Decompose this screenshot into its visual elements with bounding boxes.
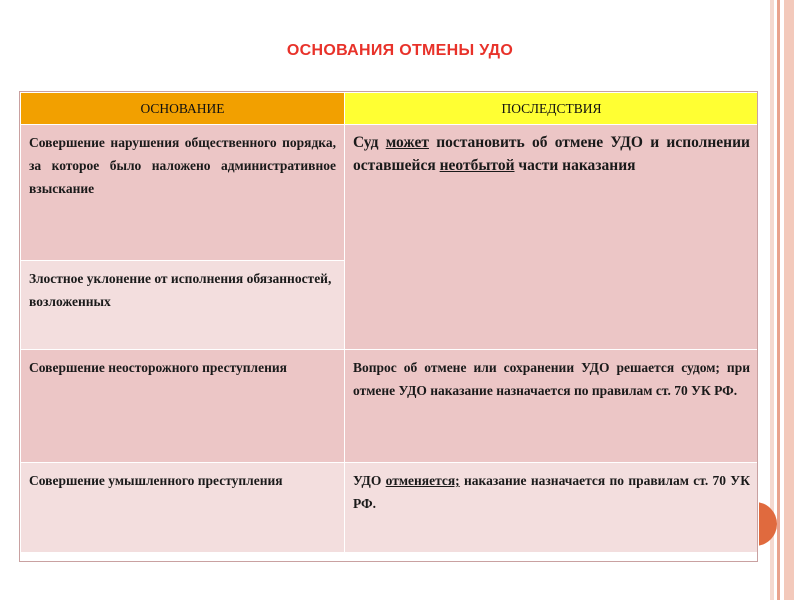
slide-title: ОСНОВАНИЯ ОТМЕНЫ УДО — [286, 42, 514, 59]
consequence-text: УДО — [353, 473, 386, 488]
consequence-underlined: неотбытой — [439, 157, 515, 174]
table-header-row — [21, 93, 759, 125]
decorative-stripe — [784, 0, 794, 600]
consequence-cell-merged — [345, 125, 759, 350]
consequence-text: Суд — [353, 134, 386, 151]
consequence-text: наказание назначается по правилам ст. 70 УК РФ. — [353, 473, 750, 511]
table-row — [21, 463, 759, 553]
grounds-table — [20, 92, 759, 553]
consequence-underlined: отменяется; — [385, 473, 460, 488]
column-header-basis: ОСНОВАНИЕ — [21, 93, 345, 125]
basis-cell: Совершение нарушения общественного порядка, за которое было наложено административное взыскание — [21, 125, 345, 261]
decorative-stripe — [777, 0, 780, 600]
consequence-text: постановить об отмене УДО и исполнении оставшейся — [353, 134, 750, 174]
basis-cell: Совершение умышленного преступления — [21, 463, 345, 553]
consequence-cell — [345, 463, 759, 553]
consequence-cell: Вопрос об отмене или сохранении УДО решается судом; при отмене УДО наказание назначается по правилам ст. 70 УК РФ. — [345, 350, 759, 463]
table-row — [21, 125, 759, 261]
table-row — [21, 350, 759, 463]
consequence-text: части наказания — [514, 157, 636, 174]
basis-cell: Совершение неосторожного преступления — [21, 350, 345, 463]
basis-cell: Злостное уклонение от исполнения обязанностей, возложенных — [21, 261, 345, 350]
column-header-consequences: ПОСЛЕДСТВИЯ — [345, 93, 759, 125]
consequence-underlined: может — [385, 134, 429, 151]
